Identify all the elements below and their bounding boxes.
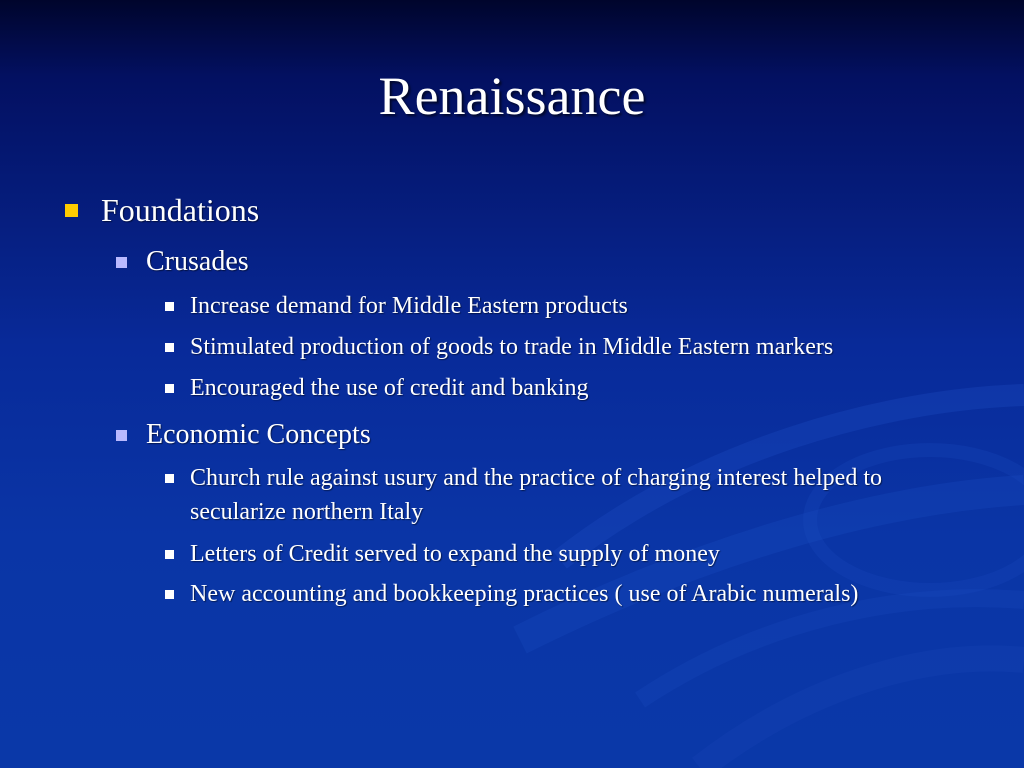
heading-text: Foundations [101, 192, 260, 228]
slide-title: Renaissance [378, 66, 646, 126]
bullet-point [190, 289, 970, 323]
bullet-text: Church rule against usury and the practice of charging interest helped to secularize northern Italy [190, 465, 882, 525]
bullet-square-icon [165, 302, 174, 311]
bullet-square-icon [165, 474, 174, 483]
bullet-point [190, 537, 970, 571]
bullet-text: Stimulated production of goods to trade in Middle Eastern markers [190, 334, 834, 360]
bullet-square-icon [165, 550, 174, 559]
bullet-square-icon [65, 204, 78, 217]
bullet-point [190, 330, 970, 364]
bullet-point [190, 577, 970, 611]
bullet-square-icon [165, 384, 174, 393]
bullet-square-icon [116, 430, 127, 441]
bullet-point [190, 371, 970, 405]
bullet-text: Encouraged the use of credit and banking [190, 375, 589, 401]
bullet-text: Letters of Credit served to expand the supply of money [190, 541, 720, 567]
bullet-square-icon [165, 343, 174, 352]
bullet-point [190, 461, 970, 529]
subheading-crusades [146, 245, 986, 279]
bullet-text: New accounting and bookkeeping practices ( use of Arabic numerals) [190, 581, 859, 607]
subheading-economic-concepts [146, 418, 986, 452]
bullet-square-icon [116, 257, 127, 268]
bullet-text: Increase demand for Middle Eastern products [190, 293, 628, 319]
bullet-square-icon [165, 590, 174, 599]
outline-heading [101, 190, 981, 230]
subheading-text: Economic Concepts [146, 419, 371, 450]
subheading-text: Crusades [146, 246, 249, 277]
